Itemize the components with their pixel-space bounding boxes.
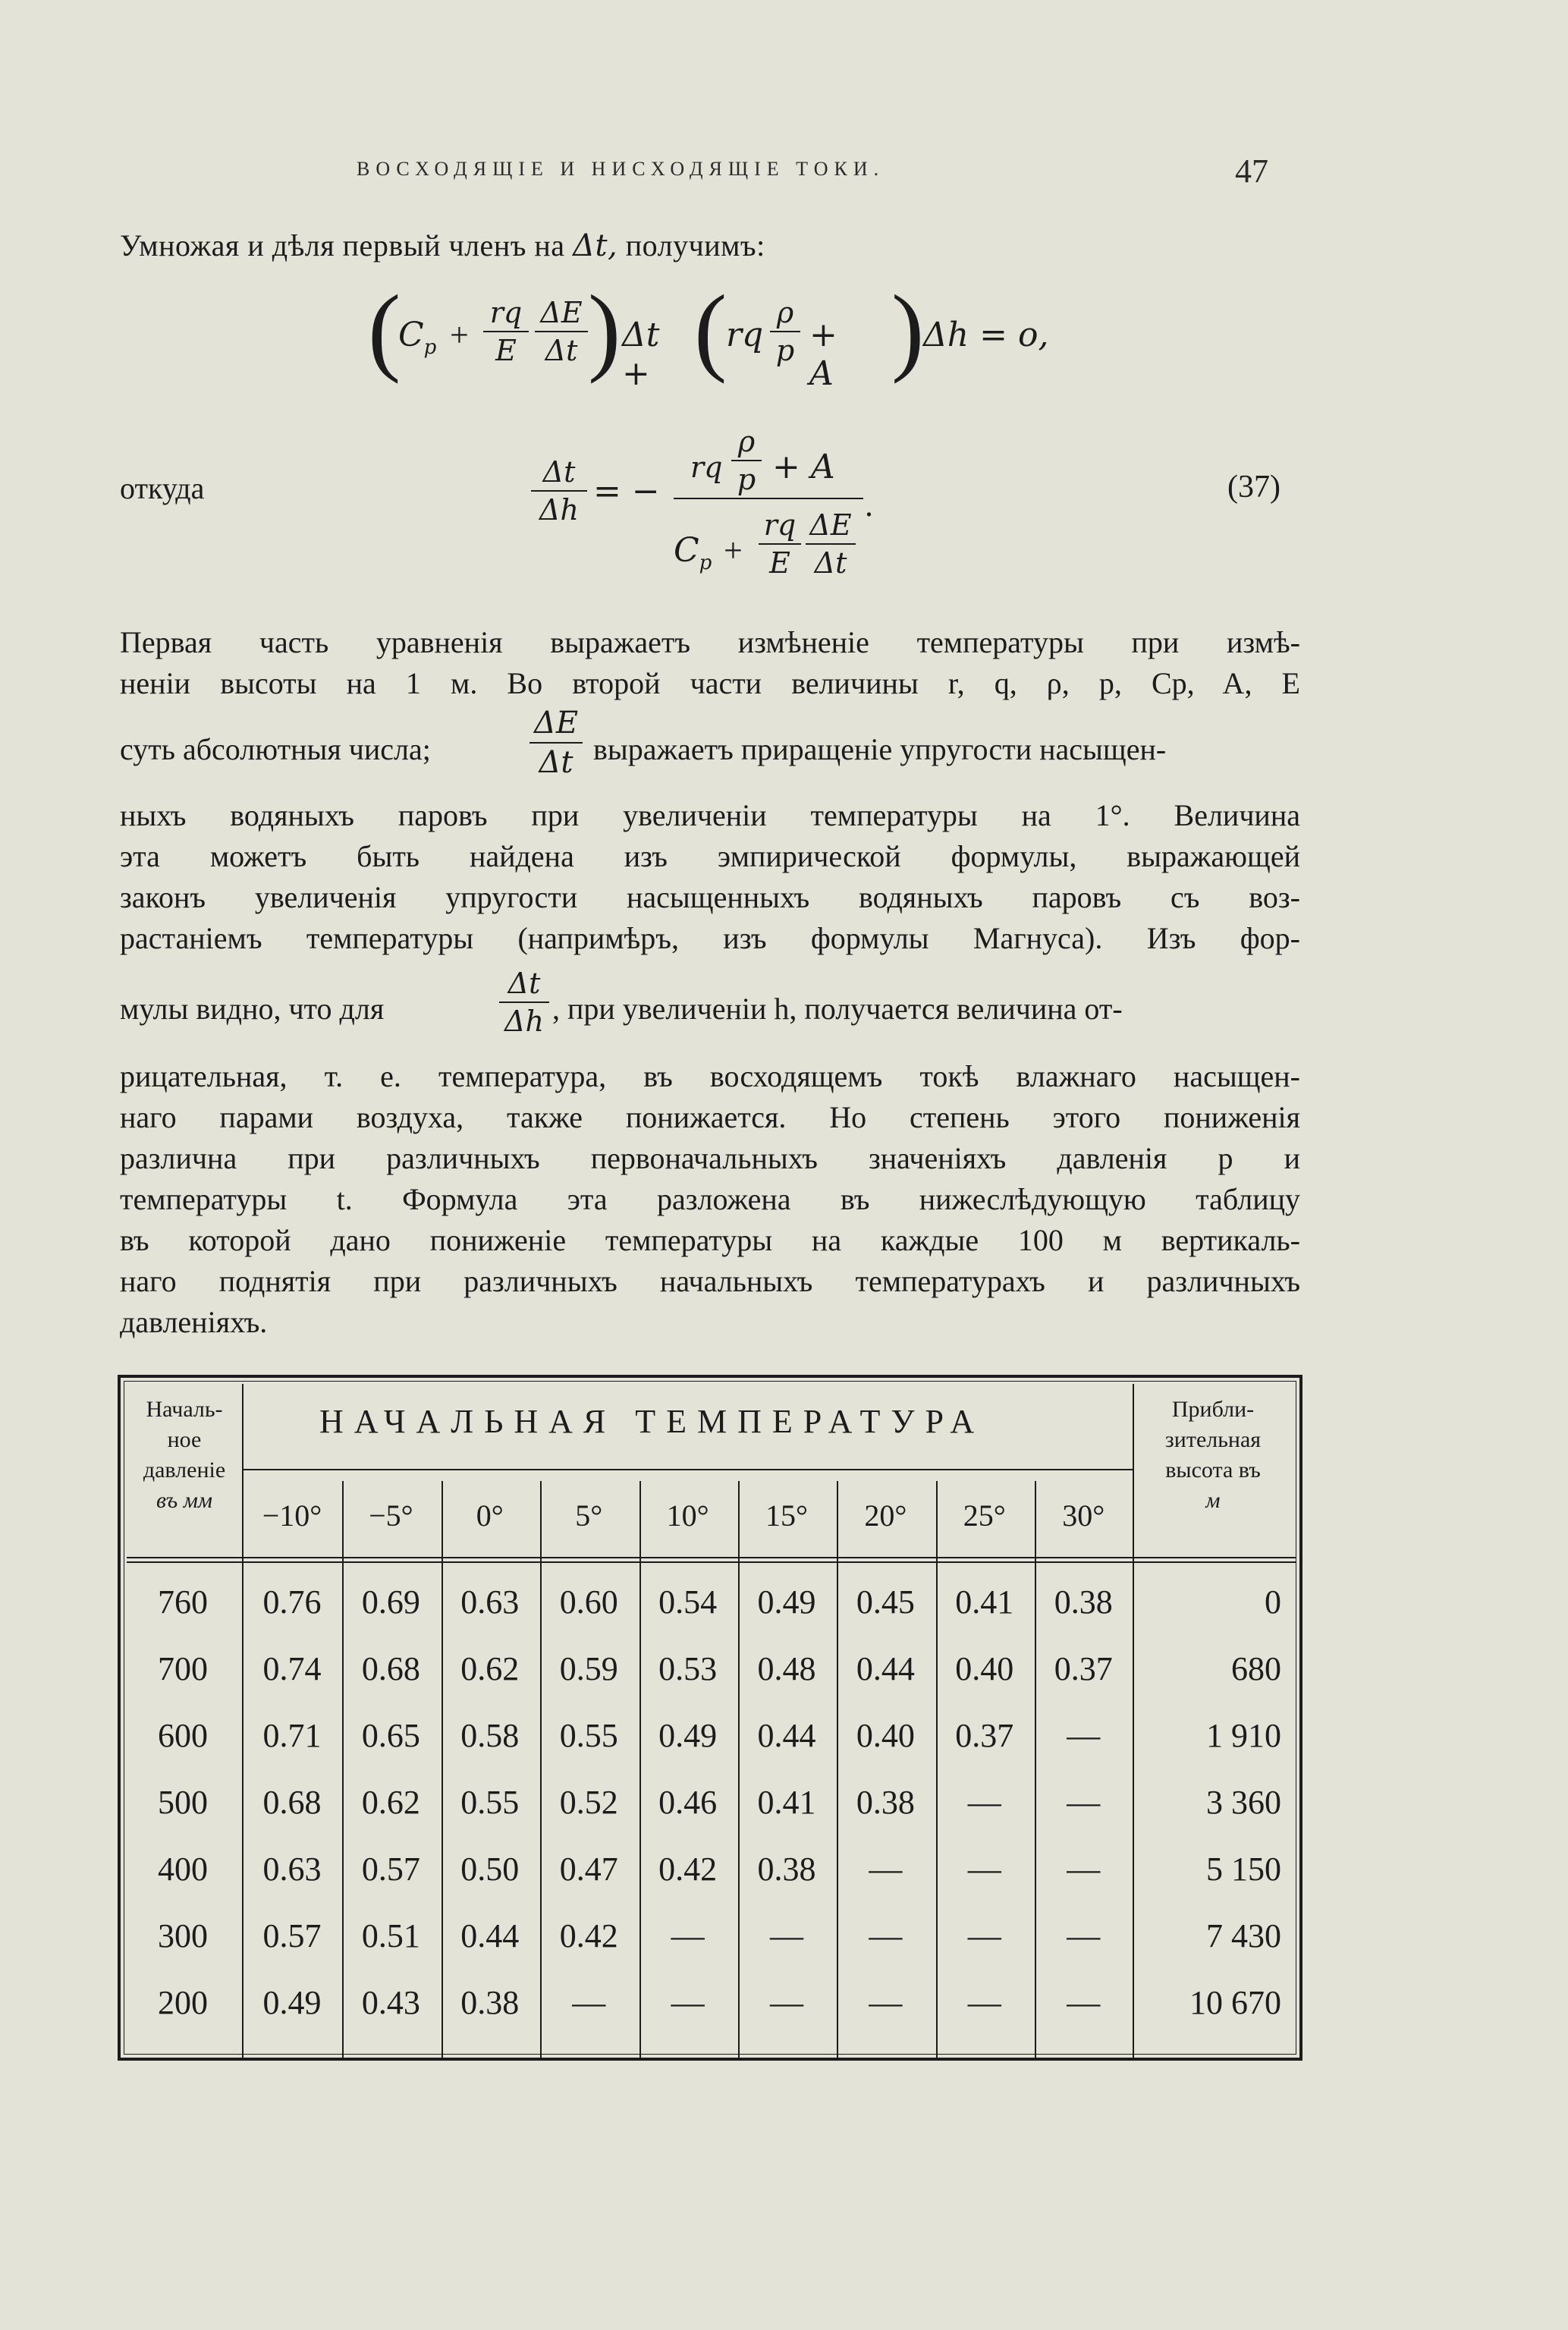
- value-cell: 0.76: [262, 1583, 322, 1621]
- eq37-numerator: [674, 425, 863, 495]
- otkuda-label: откуда: [120, 471, 205, 505]
- vline: [1133, 1384, 1134, 2058]
- pressure-cell: 700: [158, 1650, 208, 1687]
- height-cell: 3 360: [1206, 1784, 1281, 1821]
- temp-header: 15°: [765, 1498, 808, 1533]
- vline: [639, 1481, 641, 2058]
- para-line-14: наго поднятія при различныхъ начальныхъ температурахъ и различныхъ: [120, 1264, 1300, 1298]
- value-cell: —: [572, 1984, 606, 2021]
- value-cell: 0.37: [955, 1717, 1014, 1754]
- vline: [738, 1481, 740, 2058]
- value-cell: 0.49: [262, 1984, 322, 2021]
- para-line-8a: мулы видно, что для: [120, 992, 385, 1026]
- eq37-plus-a: + A: [772, 448, 835, 486]
- para-line-5: эта можетъ быть найдена изъ эмпирической формулы, выражающей: [120, 839, 1300, 873]
- value-cell: 0.41: [955, 1583, 1014, 1621]
- eq37-eq-minus: = −: [593, 472, 660, 511]
- value-cell: 0.37: [1054, 1650, 1113, 1687]
- pressure-cell: 760: [158, 1583, 208, 1621]
- value-cell: 0.52: [559, 1784, 618, 1821]
- value-cell: 0.48: [757, 1650, 816, 1687]
- eq1-dh-eq: Δh = o,: [923, 316, 1049, 354]
- value-cell: 0.42: [658, 1850, 718, 1888]
- value-cell: 0.50: [460, 1850, 520, 1888]
- value-cell: 0.53: [658, 1650, 718, 1687]
- value-cell: —: [770, 1984, 803, 2021]
- value-cell: 0.49: [757, 1583, 816, 1621]
- eq1-frac-de-dt: $\frac{\Delta E}{\Delta t}$: [535, 296, 588, 367]
- para-line-11: различна при различныхъ первоначальныхъ значеніяхъ давленія p и: [120, 1141, 1300, 1175]
- vline: [1035, 1481, 1036, 2058]
- eq37-plus: +: [724, 532, 743, 569]
- value-cell: 0.44: [856, 1650, 915, 1687]
- intro-line: [120, 228, 765, 263]
- height-cell: 1 910: [1206, 1717, 1281, 1754]
- eq1-rq: rq: [726, 316, 764, 354]
- para-line-4: ныхъ водяныхъ паровъ при увеличеніи температуры на 1°. Величина: [120, 798, 1300, 832]
- value-cell: 0.62: [460, 1650, 520, 1687]
- para-line-1: Первая часть уравненія выражаетъ измѣненіе температуры при измѣ-: [120, 625, 1300, 659]
- vline: [936, 1481, 938, 2058]
- para-line-8b: , при увеличеніи h, получается величина от-: [552, 992, 1123, 1026]
- value-cell: —: [1067, 1984, 1101, 2021]
- value-cell: 0.38: [460, 1984, 520, 2021]
- value-cell: —: [869, 1850, 903, 1888]
- vline: [837, 1481, 838, 2058]
- temp-header: 5°: [575, 1498, 603, 1533]
- value-cell: 0.38: [856, 1784, 915, 1821]
- value-cell: 0.69: [361, 1583, 420, 1621]
- value-cell: 0.74: [262, 1650, 322, 1687]
- value-cell: 0.58: [460, 1717, 520, 1754]
- para-frac-dt-dh: $\frac{\Delta t}{\Delta h}$: [499, 967, 549, 1038]
- para-line-7: растаніемъ температуры (напримѣръ, изъ формулы Магнуса). Изъ фор-: [120, 921, 1300, 955]
- paren-close-1: ): [588, 275, 621, 385]
- para-line-6: законъ увеличенія упругости насыщенныхъ водяныхъ паровъ съ воз-: [120, 880, 1300, 914]
- value-cell: 0.57: [361, 1850, 420, 1888]
- value-cell: —: [967, 1917, 1001, 1954]
- paren-open-2: (: [694, 275, 727, 385]
- eq37-denominator: [674, 501, 863, 584]
- value-cell: 0.43: [361, 1984, 420, 2021]
- paren-open-1: (: [368, 275, 401, 385]
- value-cell: 0.49: [658, 1717, 718, 1754]
- value-cell: —: [967, 1850, 1001, 1888]
- eq37-rq: rq: [690, 451, 723, 484]
- value-cell: —: [869, 1984, 903, 2021]
- eq1-plus: +: [450, 316, 469, 354]
- value-cell: 0.44: [460, 1917, 520, 1954]
- value-cell: 0.51: [361, 1917, 420, 1954]
- col-header-pressure: Началь- ное давленіе въ мм: [143, 1397, 226, 1513]
- value-cell: 0.60: [559, 1583, 618, 1621]
- eq1-frac-rho-p: $\frac{\rho}{p}$: [770, 296, 800, 367]
- para-line-3: [120, 706, 1300, 789]
- value-cell: —: [1067, 1850, 1101, 1888]
- para-line-3a: суть абсолютныя числа;: [120, 732, 431, 766]
- value-cell: —: [967, 1784, 1001, 1821]
- intro-symbol: Δt,: [573, 228, 618, 263]
- value-cell: 0.41: [757, 1784, 816, 1821]
- value-cell: —: [1067, 1917, 1101, 1954]
- value-cell: 0.38: [1054, 1583, 1113, 1621]
- intro-text: Умножая и дѣля первый членъ на: [120, 228, 565, 263]
- value-cell: 0.55: [559, 1717, 618, 1754]
- temp-header: 20°: [864, 1498, 907, 1533]
- value-cell: —: [671, 1917, 705, 1954]
- value-cell: 0.40: [955, 1650, 1014, 1687]
- pressure-cell: 600: [158, 1717, 208, 1754]
- value-cell: 0.62: [361, 1784, 420, 1821]
- para-line-12: температуры t. Формула эта разложена въ нижеслѣдующую таблицу: [120, 1182, 1300, 1216]
- equation-number: (37): [1227, 470, 1280, 505]
- pressure-cell: 400: [158, 1850, 208, 1888]
- value-cell: 0.46: [658, 1784, 718, 1821]
- value-cell: 0.68: [262, 1784, 322, 1821]
- value-cell: —: [967, 1984, 1001, 2021]
- temp-header: 25°: [963, 1498, 1006, 1533]
- para-line-15: давленіяхъ.: [120, 1305, 268, 1339]
- temp-header: 0°: [476, 1498, 504, 1533]
- hline: [127, 1561, 1296, 1563]
- eq37-cp: $C_p$: [674, 531, 712, 574]
- pressure-cell: 500: [158, 1784, 208, 1821]
- eq37-frac-de-dt: $\frac{\Delta E}{\Delta t}$: [806, 508, 856, 580]
- value-cell: 0.71: [262, 1717, 322, 1754]
- page-number: 47: [1235, 153, 1268, 190]
- eq37-fraction-bar: [674, 498, 863, 499]
- value-cell: 0.63: [460, 1583, 520, 1621]
- eq1-plus-a: + A: [809, 316, 837, 393]
- hline: [242, 1469, 1134, 1470]
- vline: [540, 1481, 542, 2058]
- eq1-frac-rq-e: $\frac{rq}{E}$: [483, 296, 529, 367]
- para-line-10: наго парами воздуха, также понижается. Но степень этого пониженія: [120, 1100, 1300, 1134]
- col-header-height: Прибли- зительная высота въ м: [1164, 1397, 1262, 1513]
- value-cell: 0.45: [856, 1583, 915, 1621]
- value-cell: —: [869, 1917, 903, 1954]
- paren-close-2: ): [891, 275, 925, 385]
- eq37-lhs: $\frac{\Delta t}{\Delta h}$: [531, 455, 587, 527]
- height-cell: 7 430: [1206, 1917, 1281, 1954]
- para-line-13: въ которой дано пониженіе температуры на каждые 100 м вертикаль-: [120, 1223, 1300, 1257]
- temp-header: 10°: [666, 1498, 709, 1533]
- value-cell: —: [671, 1984, 705, 2021]
- value-cell: 0.40: [856, 1717, 915, 1754]
- value-cell: 0.42: [559, 1917, 618, 1954]
- value-cell: 0.63: [262, 1850, 322, 1888]
- para-line-2: неніи высоты на 1 м. Во второй части величины r, q, ρ, p, Cp, A, E: [120, 666, 1300, 700]
- eq37-frac-rq-e: $\frac{rq}{E}$: [759, 508, 801, 580]
- pressure-cell: 300: [158, 1917, 208, 1954]
- eq37-big-fraction: [674, 425, 863, 584]
- eq37-dot: .: [865, 486, 873, 524]
- value-cell: 0.38: [757, 1850, 816, 1888]
- height-cell: 0: [1265, 1583, 1281, 1621]
- eq1-cp: $C_p$: [398, 316, 437, 359]
- para-line-9: рицательная, т. е. температура, въ восходящемъ токѣ влажнаго насыщен-: [120, 1059, 1300, 1093]
- temp-header: 30°: [1062, 1498, 1105, 1533]
- value-cell: 0.55: [460, 1784, 520, 1821]
- value-cell: —: [1067, 1784, 1101, 1821]
- vline: [342, 1481, 344, 2058]
- running-head: ВОСХОДЯЩІЕ И НИСХОДЯЩІЕ ТОКИ.: [357, 158, 885, 180]
- hline: [127, 1557, 1296, 1558]
- temp-header: −5°: [369, 1498, 413, 1533]
- height-cell: 5 150: [1206, 1850, 1281, 1888]
- value-cell: —: [1067, 1717, 1101, 1754]
- temperature-table: [118, 1375, 1302, 2061]
- para-line-3b: выражаетъ приращеніе упругости насыщен-: [593, 732, 1167, 766]
- height-cell: 10 670: [1189, 1984, 1281, 2021]
- vline: [441, 1481, 443, 2058]
- temp-header: −10°: [262, 1498, 322, 1533]
- value-cell: 0.68: [361, 1650, 420, 1687]
- pressure-cell: 200: [158, 1984, 208, 2021]
- value-cell: 0.59: [559, 1650, 618, 1687]
- value-cell: 0.47: [559, 1850, 618, 1888]
- value-cell: 0.57: [262, 1917, 322, 1954]
- value-cell: 0.54: [658, 1583, 718, 1621]
- eq1-dt: Δt +: [622, 316, 660, 393]
- intro-text-end: получимъ:: [625, 228, 765, 263]
- equation-37: [531, 425, 895, 584]
- para-line-8: [120, 959, 1300, 1042]
- height-cell: 680: [1231, 1650, 1281, 1687]
- main-header: НАЧАЛЬНАЯ ТЕМПЕРАТУРА: [319, 1403, 985, 1440]
- value-cell: —: [770, 1917, 803, 1954]
- eq37-frac-rho-p: $\frac{\rho}{p}$: [731, 425, 762, 496]
- value-cell: 0.65: [361, 1717, 420, 1754]
- para-frac-de-dt: $\frac{\Delta E}{\Delta t}$: [529, 706, 583, 780]
- value-cell: 0.44: [757, 1717, 816, 1754]
